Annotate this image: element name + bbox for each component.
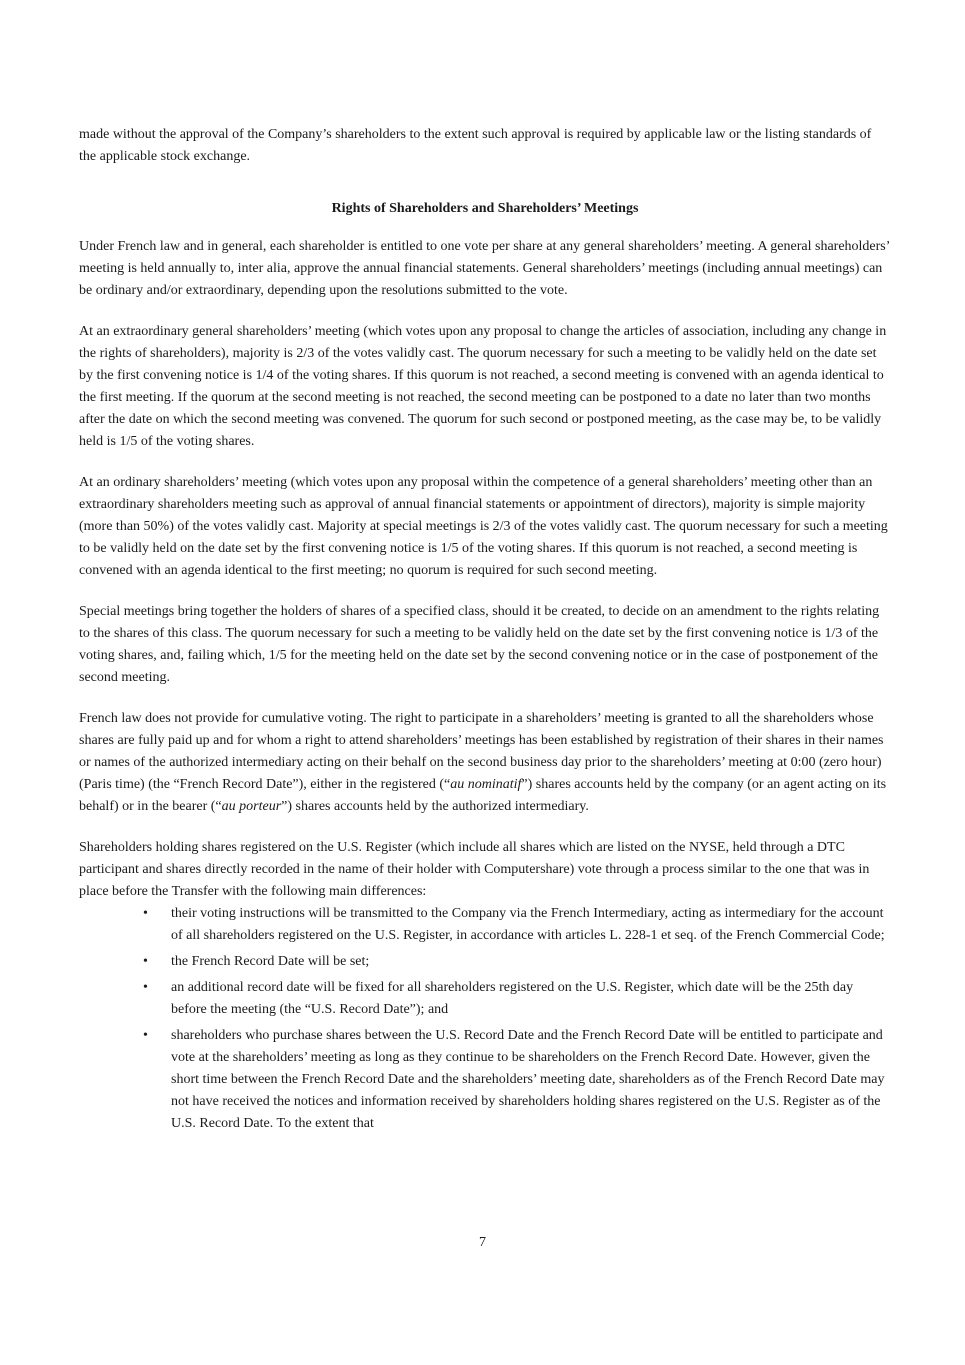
paragraph-record-date	[79, 708, 891, 818]
list-item-text: shareholders who purchase shares between the U.S. Record Date and the French Record Date will be entitled to participate and vote at the shareholders’ meeting as long as they continue to be shareholders on the French Record Date. However, given the short time between the French Record Date and the shareholders’ meeting date, shareholders as of the French Record Date may not have received the notices and information received by shareholders holding shares registered on the U.S. Register as of the U.S. Record Date. To the extent that	[171, 1028, 885, 1131]
list-item	[79, 1025, 891, 1135]
list-item-text: the French Record Date will be set;	[171, 954, 370, 969]
list-item	[79, 951, 891, 973]
record-italic-au-porteur: au porteur	[221, 799, 282, 814]
record-italic-au-nominatif: au nominatif	[450, 777, 522, 792]
bullet-icon: •	[143, 1028, 148, 1043]
list-item-text: their voting instructions will be transmitted to the Company via the French Intermediary, acting as intermediary for the account of all shareholders registered on the U.S. Register, in accordance with articles L. 228-1 et seq. of the French Commercial Code;	[171, 906, 885, 943]
bullet-icon: •	[143, 954, 148, 969]
bullet-icon: •	[143, 980, 148, 995]
paragraph-extraordinary-meeting: At an extraordinary general shareholders’ meeting (which votes upon any proposal to change the articles of association, including any change in the rights of shareholders), majority is 2/3 of the votes validly cast. The quorum necessary for such a meeting to be validly held on the date set by the first convening notice is 1/4 of the voting shares. If this quorum is not reached, a second meeting is convened with an agenda identical to the first meeting. If the quorum at the second meeting is not reached, the second meeting can be postponed to a date no later than two months after the date on which the second meeting was convened. The quorum for such second or postponed meeting, as the case may be, to be validly held is 1/5 of the voting shares.	[79, 324, 887, 449]
list-item	[79, 977, 891, 1021]
record-text-part-2: ”) shares accounts held by the company (or an agent acting on its behalf) or in the bearer (“	[79, 777, 887, 814]
paragraph-us-register: Shareholders holding shares registered on the U.S. Register (which include all shares which are listed on the NYSE, held through a DTC participant and shares directly recorded in the name of their holder with Computershare) vote through a process similar to the one that was in place before the Transfer with the following main differences:	[79, 840, 870, 899]
continuation-paragraph: made without the approval of the Company’s shareholders to the extent such approval is required by applicable law or the listing standards of the applicable stock exchange.	[79, 127, 872, 164]
page-number: 7	[479, 1235, 486, 1250]
record-text-part-1: French law does not provide for cumulative voting. The right to participate in a shareholders’ meeting is granted to all the shareholders whose shares are fully paid up and for whom a right to attend shareholders’ meetings has been established by registration of their shares in their names or names of the authorized intermediary acting on their behalf on the second business day prior to the shareholders’ meeting at 0:00 (zero hour) (Paris time) (the “French Record Date”), either in the registered (“	[79, 711, 884, 792]
bullet-icon: •	[143, 906, 148, 921]
differences-list	[79, 903, 891, 1135]
paragraph-special-meetings: Special meetings bring together the holders of shares of a specified class, should it be created, to decide on an amendment to the rights relating to the shares of this class. The quorum necessary for such a meeting to be validly held on the date set by the first convening notice is 1/3 of the voting shares, and, failing which, 1/5 for the meeting held on the date set by the second convening notice or in the case of postponement of the second meeting.	[79, 604, 880, 685]
document-page	[79, 124, 891, 1139]
list-item	[79, 903, 891, 947]
list-item-text: an additional record date will be fixed for all shareholders registered on the U.S. Register, which date will be the 25th day before the meeting (the “U.S. Record Date”); and	[171, 980, 854, 1017]
paragraph-voting-rights: Under French law and in general, each shareholder is entitled to one vote per share at any general shareholders’ meeting. A general shareholders’ meeting is held annually to, inter alia, approve the annual financial statements. General shareholders’ meetings (including annual meetings) can be ordinary and/or extraordinary, depending upon the resolutions submitted to the vote.	[79, 239, 890, 298]
paragraph-ordinary-meeting: At an ordinary shareholders’ meeting (which votes upon any proposal within the competence of a general shareholders’ meeting other than an extraordinary shareholders meeting such as approval of annual financial statements or appointment of directors), majority is simple majority (more than 50%) of the votes validly cast. Majority at special meetings is 2/3 of the votes validly cast. The quorum necessary for such a meeting to be validly held on the date set by the first convening notice is 1/5 of the voting shares. If this quorum is not reached, a second meeting is convened with an agenda identical to the first meeting; no quorum is required for such second meeting.	[79, 475, 888, 578]
record-text-part-3: ”) shares accounts held by the authorized intermediary.	[281, 799, 589, 814]
section-heading: Rights of Shareholders and Shareholders’ Meetings	[331, 201, 639, 216]
